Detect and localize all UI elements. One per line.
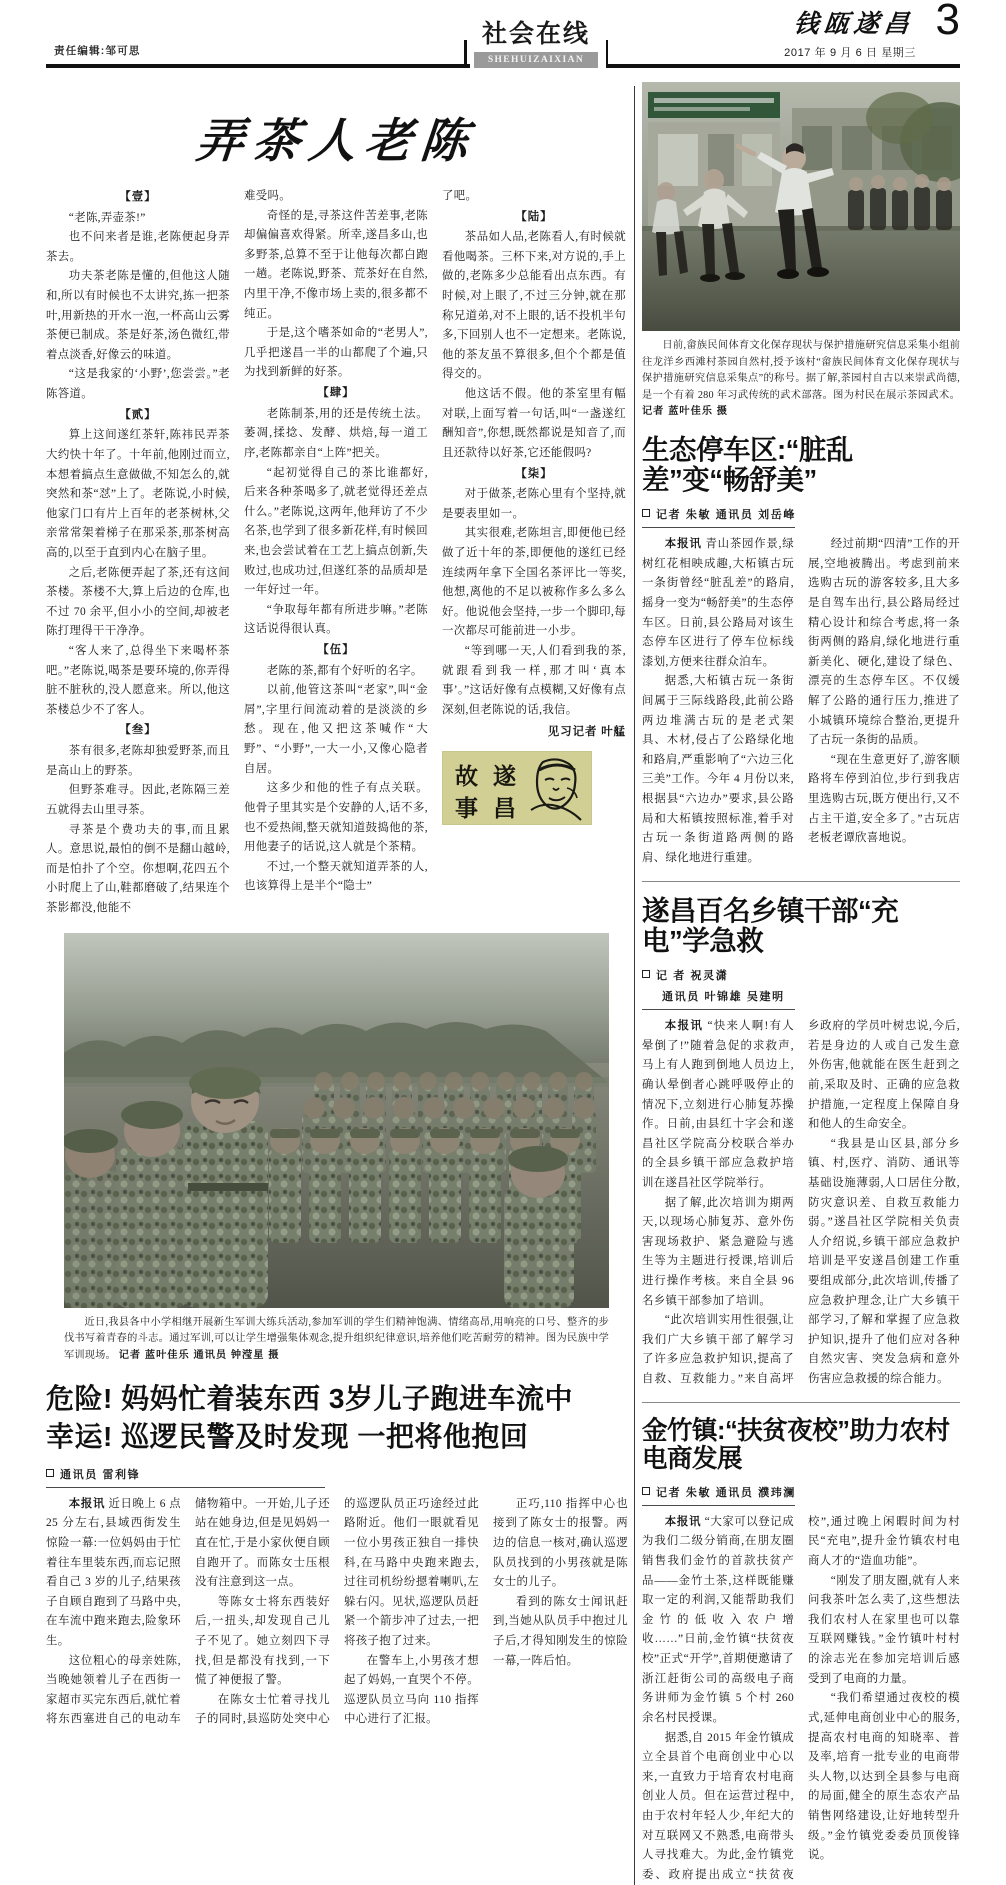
paragraph: 对于做茶,老陈心里有个坚持,就是要表里如一。	[442, 488, 626, 520]
article-separator	[642, 1402, 960, 1403]
wushu-photo-caption	[642, 338, 960, 421]
section-marker: 【柒】	[515, 467, 553, 480]
paragraph: 寻茶是个费功夫的事,而且累人。意思说,最怕的倒不是翻山越岭,而是怕扑了个空。你想啊,花四五个小时爬上了山,鞋都磨破了,结果连个茶影都没,他能不	[46, 823, 230, 914]
bullet-square-icon	[642, 1487, 650, 1495]
paragraph: 算上这间遂红茶轩,陈祎民弄茶大约快十年了。十年前,他刚过而立,本想着搞点生意做做,不知怎么的,就突然和茶“怼”上了。老陈说,小时候,他家门口有片上百年的老茶树林,父亲常常架着梯子在那采茶,那茶树高高的,以至于直到内心在脑子里。	[46, 429, 230, 559]
paragraph: “我县是山区县,部分乡镇、村,医疗、消防、通讯等基础设施薄弱,人口居住分散,防灾意识差、自救互救能力弱。”遂昌社区学院相关负责人介绍说,乡镇干部应急救护培训是平安遂昌创建工作重要组成部分,此次培训,传播了应急救护理念,让广大乡镇干部学习,了解和掌握了应急救护知识,提升了他们应对各种自然灾害、突发急病和意外伤害应急救援的综合能力。	[808, 1137, 960, 1386]
caption-text: 近日,我县各中小学相继开展新生军训大练兵活动,参加军训的学生们精神饱满、情绪高昂,用响亮的口号、整齐的步伐书写着青春的斗志。通过军训,可以让学生增强集体观念,提升组织纪律意识,培养他们吃苦耐劳的精神。图为民族中学军训现场。	[64, 1316, 609, 1361]
section-marker: 【叁】	[119, 724, 157, 737]
child-article-headline	[46, 1380, 628, 1456]
parking-article-byline	[642, 506, 960, 522]
banner-bar-left	[464, 40, 467, 68]
paragraph: 据悉,自 2015 年金竹镇成立全县首个电商创业中心以来,一直致力于培育农村电商创业人员。但在运营过程中,由于农村年轻人少,年纪大的对互联网又不熟悉,电商带头人寻找难大。为此,金竹镇党委、政府提出成立“扶贫夜校”,通过晚上闲暇时间为村民“充电”,提升金竹镇农村电商人才的“造血功能”。	[642, 1515, 960, 1881]
logo-char-3: 事	[455, 796, 478, 822]
logo-char-4: 昌	[493, 796, 516, 822]
caption-text: 日前,畲族民间体育文化保存现状与保护措施研究信息采集小组前往龙洋乡西滩村茶园自然村,授予该村“畲族民间体育文化保存现状与保护措施研究信息采集点”的称号。据了解,茶园村自古以来崇武尚德,是一个有着 280 年习武传统的武术部落。图为村民在展示茶园武术。	[642, 340, 960, 401]
firstaid-article-body	[642, 1017, 960, 1390]
paragraph: 功夫茶老陈是懂的,但他这人随和,所以有时候也不太讲究,拣一把茶叶,用新热的开水一泡,一杯高山云雾茶便已制成。茶是好茶,汤色微红,带着点淡香,好像云的味道。	[46, 270, 230, 361]
byline-text-1: 记 者 祝灵潇	[656, 970, 729, 983]
paragraph: “起初觉得自己的茶比谁都好,后来各种茶喝多了,就老觉得还差点什么。”老陈说,这两年,他拜访了不少名茶,也学到了很多新花样,有时候回来,也会尝试着在工艺上搞点创新,失败过,也成功过,但遂红茶的品质却是一年好过一年。	[244, 466, 428, 597]
paragraph: 在陈女士忙着寻找儿子的同时,县巡防处突中心的巡逻队员正巧途经过此路附近。他们一眼就看见一位小男孩正独自一排快科,在马路中央跑来跑去,过往司机纷纷摁着喇叭,左躲右闪。见状,巡逻队员赶紧一个箭步冲了过去,一把将孩子抱了过来。	[195, 1497, 479, 1726]
paragraph: 也不问来者是谁,老陈便起身弄茶去。	[46, 231, 230, 263]
caption-credit: 记者 蓝叶佳乐 摄	[642, 406, 728, 418]
bullet-square-icon	[642, 970, 650, 978]
byline-text: 通讯员 雷利锋	[60, 1468, 141, 1481]
paragraph: 等陈女士将东西装好后,一扭头,却发现自己儿子不见了。她立刻四下寻找,但是都没有找到,一下慌了神便报了警。	[195, 1595, 330, 1687]
paragraph: “这是我家的‘小野’,您尝尝。”老陈答道。	[46, 368, 230, 401]
firstaid-article-byline-2	[642, 988, 960, 1004]
paragraph: 在警车上,小男孩才想起了妈妈,一直哭个不停。巡逻队员立马向 110 指挥中心进行了汇报。	[344, 1654, 479, 1726]
story-brand-logo	[442, 751, 592, 825]
logo-char-2: 遂	[493, 764, 516, 790]
feature-column-2	[244, 187, 428, 919]
paragraph: “刚发了朋友圈,就有人来问我茶叶怎么卖了,这些想法我们农村人在家里也可以靠互联网赚钱。”金竹镇叶村村的涂志光在参加完培训后感受到了电商的力量。	[808, 1574, 960, 1685]
child-article-body	[46, 1495, 628, 1730]
paragraph: 但野茶难寻。因此,老陈隔三差五就得去山里寻茶。	[46, 784, 230, 816]
byline-text: 记者 朱敏 通讯员 刘岳峰	[656, 509, 796, 522]
masthead-rule-left	[46, 64, 470, 68]
wushu-demo-photo	[642, 82, 960, 331]
right-zone	[642, 82, 960, 1885]
paragraph: “此次培训实用性很强,让我们广大乡镇干部了解学习了许多应急救护知识,提高了自救、互救能力。”来自高坪乡政府的学员叶树忠说,今后,若是身边的人或自己发生意外伤害,他就能在医生赶到之前,采取及时、正确的应急救护措施,一定程度上保障自身和他人的生命安全。	[642, 1020, 960, 1386]
section-marker: 【壹】	[119, 191, 157, 203]
parking-article-body	[642, 535, 960, 868]
lead-label: 本报讯	[664, 1515, 702, 1528]
military-photo-caption	[64, 1315, 609, 1365]
jinzhu-article-headline: 金竹镇:“扶贫夜校”助力农村电商发展	[642, 1416, 950, 1474]
column-divider	[628, 82, 642, 1885]
paragraph: 老陈的茶,都有个好听的名字。	[266, 664, 423, 677]
section-marker: 【贰】	[119, 408, 157, 421]
paragraph: 之后,老陈便弄起了茶,还有这间茶楼。茶楼不大,算上后边的仓库,也不过 70 余平,但小小的空间,却被老陈打理得干干净净。	[46, 566, 230, 638]
parking-article-headline: 生态停车区:“脏乱差”变“畅舒美”	[642, 433, 853, 496]
paragraph: 看到的陈女士闻讯赶到,当她从队员手中抱过儿子后,才得知刚发生的惊险一幕,一阵后怕。	[493, 1595, 628, 1667]
feature-column-1	[46, 187, 230, 919]
paragraph: “客人来了,总得坐下来喝杯茶吧。”老陈说,喝茶是要环境的,你弄得脏不脏秋的,没人愿意来。所以,他这茶楼总少不了客人。	[46, 645, 230, 716]
editor-label: 责任编辑:邹可思	[54, 45, 141, 57]
jinzhu-article-byline	[642, 1484, 960, 1500]
masthead-rule-right	[606, 64, 960, 68]
paragraph	[642, 1017, 794, 1193]
firstaid-article-headline: 遂昌百名乡镇干部“充电”学急救	[642, 894, 899, 957]
paragraph-text: 近日晚上 6 点 25 分左右,县域西街发生惊险一幕:一位妈妈由于忙着往车里装东西,而忘记照看自己 3 岁的儿子,结果孩子自顾自跑到了马路中央,在车流中跑来跑去,险象环生。	[46, 1497, 181, 1647]
paragraph: 这位粗心的母亲姓陈,当晚她领着儿子在西街一家超市买完东西后,就忙着将东西塞进自己的电动车储物箱中。一开始,儿子还站在她身边,但是见妈妈一直在忙,于是小家伙便自顾自跑开了。而陈女士压根没有注意到这一点。	[46, 1497, 330, 1726]
byline-rule	[642, 1009, 795, 1010]
paragraph	[46, 1495, 181, 1652]
paragraph-text: “快来人啊!有人晕倒了!”随着急促的求救声,马上有人跑到倒地人员边上,确认晕倒者心跳呼吸停止的情况下,立刻进行心肺复苏操作。日前,由县红十字会和遂昌社区学院高分校联合举办的全县乡镇干部应急救护培训在遂昌社区学院举行。	[642, 1020, 794, 1189]
paragraph: “老陈,弄壶茶!”	[68, 211, 146, 224]
byline-rule	[46, 1487, 325, 1488]
byline-rule	[642, 527, 795, 528]
section-marker: 【肆】	[317, 387, 355, 400]
feature-column-3	[442, 187, 626, 919]
paragraph: 奇怪的是,寻茶这件苦差事,老陈却偏偏喜欢得紧。所幸,遂昌多山,也多野茶,总算不至于让他每次都白跑一趟。老陈说,野茶、荒茶好在自然,内里干净,不像市场上卖的,很多都不纯正。	[244, 209, 428, 320]
paragraph: “现在生意更好了,游客顺路将车停到泊位,步行到我店里选购古玩,既方便出行,又不占主干道,安全多了。”古玩店老板老谭欣喜地说。	[808, 753, 960, 845]
paragraph: 他这话不假。他的茶室里有幅对联,上面写着一句话,叫“一盏遂红酬知音”,你想,既然都说是知音了,而且还款待以好茶,它还能假吗?	[442, 388, 626, 459]
section-marker: 【伍】	[317, 644, 355, 657]
masthead	[46, 0, 960, 72]
paragraph: 据了解,此次培训为期两天,以现场心肺复苏、意外伤害现场救护、紧急避险与逃生等为主题进行授课,培训后进行操作考核。来自全县 96 名乡镇干部参加了培训。	[642, 1196, 794, 1307]
section-title: 社会在线	[481, 20, 590, 48]
photo-artwork	[642, 82, 960, 331]
bullet-square-icon	[642, 509, 650, 517]
paragraph: 正巧,110 指挥中心也接到了陈女士的报警。两边的信息一核对,确认巡逻队员找到的小男孩就是陈女士的儿子。	[493, 1497, 628, 1589]
paragraph: “我们希望通过夜校的模式,延伸电商创业中心的服务,提高农村电商的知晓率、普及率,培育一批专业的电商带头人物,以达到全县参与电商的局面,健全的原生态农产品销售网络建设,让好地转型升级。”金竹镇党委委员顶俊锋说。	[808, 1692, 960, 1862]
paragraph: “等到哪一天,人们看到我的茶,就跟看到我一样,那才叫‘真本事’。”这话好像有点模糊,又好像有点深刻,但老陈说的话,我信。	[442, 645, 626, 716]
paragraph: 经过前期“四清”工作的开展,空地被腾出。考虑到前来选购古玩的游客较多,且大多是自驾车出行,县公路局经过精心设计和综合考虑,将一条街两侧的路肩,绿化地进行重新美化、硬化,建设了绿色、漂亮的生态停车区。不仅缓解了公路的通行压力,推进了小城镇环境综合整治,更提升了古玩一条街的品质。	[808, 538, 960, 747]
masthead-left	[46, 0, 470, 72]
paragraph: 这多少和他的性子有点关联。他骨子里其实是个安静的人,话不多,也不爱热闹,整天就知道鼓捣他的茶,用他妻子的话说,这人就是个茶精。	[244, 782, 428, 854]
logo-char-1: 故	[455, 764, 478, 790]
child-article-byline	[46, 1466, 628, 1482]
page-body	[46, 82, 960, 1885]
headline-line-1: 危险! 妈妈忙着装东西 3岁儿子跑进车流中	[46, 1383, 573, 1415]
feature-headline: 弄茶人老陈	[194, 116, 479, 168]
paragraph: 据悉,大柘镇古玩一条街间属于三际线路段,此前公路两边堆满古玩的是老式架具、木材,侵占了公路绿化地和路肩,严重影响了“六边三化三美”工作。今年 4 月份以来,根据县“六边办”要求,县公路局和大柘镇按照标准,着手对古玩一条街道路两侧的路肩、绿化地进行重建。	[642, 675, 794, 864]
article-separator	[642, 881, 960, 882]
paragraph: 茶有很多,老陈却独爱野茶,而且是高山上的野茶。	[46, 745, 230, 777]
paragraph: 其实很难,老陈坦言,即便他已经做了近十年的茶,即便他的遂红已经连续两年拿下全国名茶评比一等奖,他想,离他的不足以被称作多么多么好。他说他会坚持,一步一个脚印,每一次都尽可能前进一小步。	[442, 527, 626, 638]
caption-credit: 记者 蓝叶佳乐 通讯员 钟滢星 摄	[118, 1349, 280, 1361]
publication-date: 2017 年 9 月 6 日 星期三	[784, 47, 916, 59]
paragraph: 茶品如人品,老陈看人,有时候就看他喝茶。三杯下来,对方说的,手上做的,老陈多少总能看出点东西。有时候,对上眼了,不过三分钟,就在那称兄道弟,对不上眼的,话不投机半句多,下回别人也不一定想来。老陈说,他的茶友虽不算很多,但个个都是值得交的。	[442, 231, 626, 381]
paper-name: 钱瓯遂昌	[792, 11, 916, 38]
headline-line-2: 幸运! 巡逻民警及时发现 一把将他抱回	[46, 1420, 529, 1452]
photo-artwork	[64, 933, 609, 1308]
paragraph	[642, 535, 794, 672]
byline-text-2: 通讯员 叶锦雄 吴建明	[662, 991, 785, 1004]
byline-rule	[642, 1505, 795, 1506]
jinzhu-article-body	[642, 1513, 960, 1885]
paragraph: 老陈制茶,用的还是传统土法。萎凋,揉捻、发酵、烘焙,每一道工序,老陈都亲自“上阵”把关。	[244, 407, 428, 459]
lead-label: 本报讯	[664, 1020, 704, 1033]
feature-signature: 见习记者 叶艋	[547, 726, 626, 739]
byline-text: 记者 朱敏 通讯员 濮玮澜	[656, 1486, 796, 1499]
paragraph: “争取每年都有所进步嘛。”老陈这话说得很认真。	[244, 603, 428, 636]
military-training-photo	[64, 933, 609, 1308]
paragraph-text: 青山茶园作景,绿树红花相映成趣,大柘镇古玩一条街曾经“脏乱差”的路肩,摇身一变为“畅舒美”的生态停车区。日前,县公路局对该生态停车区进行了停车位标线漆划,方便来往群众泊车。	[642, 538, 794, 668]
page-number: 3	[935, 0, 960, 44]
paragraph: 不过,一个整天就知道弄茶的人,也该算得上是半个“隐士”	[244, 860, 428, 893]
section-banner	[470, 0, 602, 72]
section-pinyin: SHEHUIZAIXIAN	[474, 52, 598, 68]
paragraph-text: “大家可以登记成为我们二级分销商,在朋友圈销售我们金竹的首款扶贫产品——金竹土茶,这样既能赚取一定的利润,又能帮助我们金竹的低收入农户增收……”日前,金竹镇“扶贫夜校”正式“开学”,首期便邀请了浙江赶街公司的高级电子商务讲师为金竹镇 5 个村 260 余名村民授课。	[642, 1515, 794, 1724]
left-zone	[46, 82, 628, 1885]
masthead-right	[602, 0, 960, 72]
paragraph: 以前,他管这茶叫“老家”,叫“金屑”,字里行间流动着的是淡淡的乡愁。现在,他又把这茶喊作“大野”、“小野”,一大一小,又像心隐者自居。	[244, 684, 428, 775]
storyteller-face-icon	[523, 754, 589, 824]
paragraph: 于是,这个嗜茶如命的“老男人”,几乎把遂昌一半的山都爬了个遍,只为找到新鲜的好茶。	[244, 327, 428, 379]
firstaid-article-byline	[642, 967, 960, 983]
lead-label: 本报讯	[664, 538, 702, 551]
paragraph: 难受吗。	[244, 190, 291, 202]
feature-columns	[46, 187, 628, 919]
paragraph: 了吧。	[442, 190, 478, 202]
section-marker: 【陆】	[515, 210, 553, 223]
lead-label: 本报讯	[68, 1497, 106, 1510]
bullet-square-icon	[46, 1469, 54, 1477]
paragraph	[642, 1513, 794, 1729]
